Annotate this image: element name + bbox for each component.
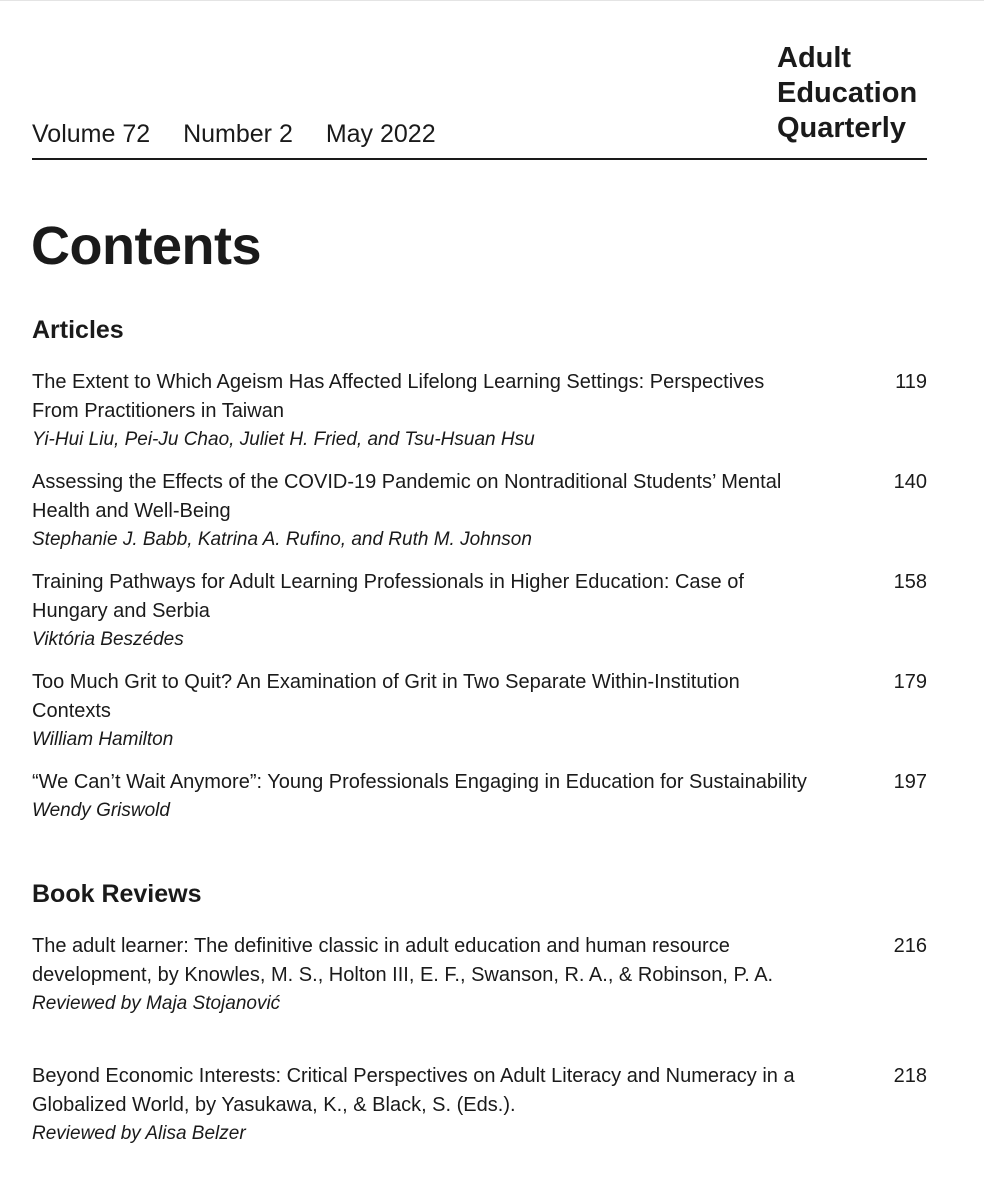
entry-page-number: 158 <box>893 571 927 593</box>
toc-entry[interactable] <box>32 568 927 654</box>
issue-number: Number 2 <box>183 120 293 148</box>
journal-title <box>777 41 927 146</box>
toc-entry[interactable] <box>32 368 927 454</box>
entry-page-number: 179 <box>893 671 927 693</box>
issue-date: May 2022 <box>325 120 436 148</box>
entry-authors: Stephanie J. Babb, Katrina A. Rufino, and Ruth M. Johnson <box>32 529 532 550</box>
entry-title: Assessing the Effects of the COVID-19 Pandemic on Nontraditional Students’ Mental Health and Well-Being <box>32 471 782 522</box>
journal-title-line: Quarterly <box>777 112 906 144</box>
toc-entry[interactable] <box>32 668 927 754</box>
entry-page-number: 216 <box>893 935 927 957</box>
toc-entry[interactable] <box>32 768 927 825</box>
entry-title: The Extent to Which Ageism Has Affected Lifelong Learning Settings: Perspectives From Practitioners in Taiwan <box>32 371 765 422</box>
page-title: Contents <box>31 216 261 276</box>
entry-authors: William Hamilton <box>32 729 174 750</box>
entry-authors: Reviewed by Alisa Belzer <box>32 1123 246 1144</box>
entry-authors: Viktória Beszédes <box>32 629 184 650</box>
volume-label: Volume 72 <box>32 120 151 148</box>
toc-entry[interactable] <box>32 1062 927 1148</box>
section-heading-articles: Articles <box>32 316 124 344</box>
section-heading-book-reviews: Book Reviews <box>32 880 202 908</box>
entry-authors: Reviewed by Maja Stojanović <box>32 993 281 1014</box>
journal-title-line: Education <box>777 77 918 109</box>
entry-page-number: 140 <box>893 471 927 493</box>
entry-authors: Wendy Griswold <box>32 800 170 821</box>
journal-title-line: Adult <box>777 42 852 74</box>
entry-title: “We Can’t Wait Anymore”: Young Professionals Engaging in Education for Sustainability <box>32 771 807 793</box>
entry-title: Too Much Grit to Quit? An Examination of Grit in Two Separate Within-Institution Contexts <box>32 671 740 722</box>
toc-entry[interactable] <box>32 468 927 554</box>
entry-title: The adult learner: The definitive classic in adult education and human resource development, by Knowles, M. S., Holton III, E. F., Swanson, R. A., & Robinson, P. A. <box>32 935 774 986</box>
entry-page-number: 197 <box>893 771 927 793</box>
entry-title: Beyond Economic Interests: Critical Perspectives on Adult Literacy and Numeracy in a Globalized World, by Yasukawa, K., & Black, S. (Eds.). <box>32 1065 795 1116</box>
issue-info <box>32 119 462 149</box>
entry-authors: Yi-Hui Liu, Pei-Ju Chao, Juliet H. Fried, and Tsu-Hsuan Hsu <box>32 429 535 450</box>
entry-page-number: 119 <box>895 371 927 393</box>
entry-title: Training Pathways for Adult Learning Professionals in Higher Education: Case of Hungary and Serbia <box>32 571 744 622</box>
toc-entry[interactable] <box>32 932 927 1018</box>
entry-page-number: 218 <box>893 1065 927 1087</box>
masthead <box>32 41 927 160</box>
